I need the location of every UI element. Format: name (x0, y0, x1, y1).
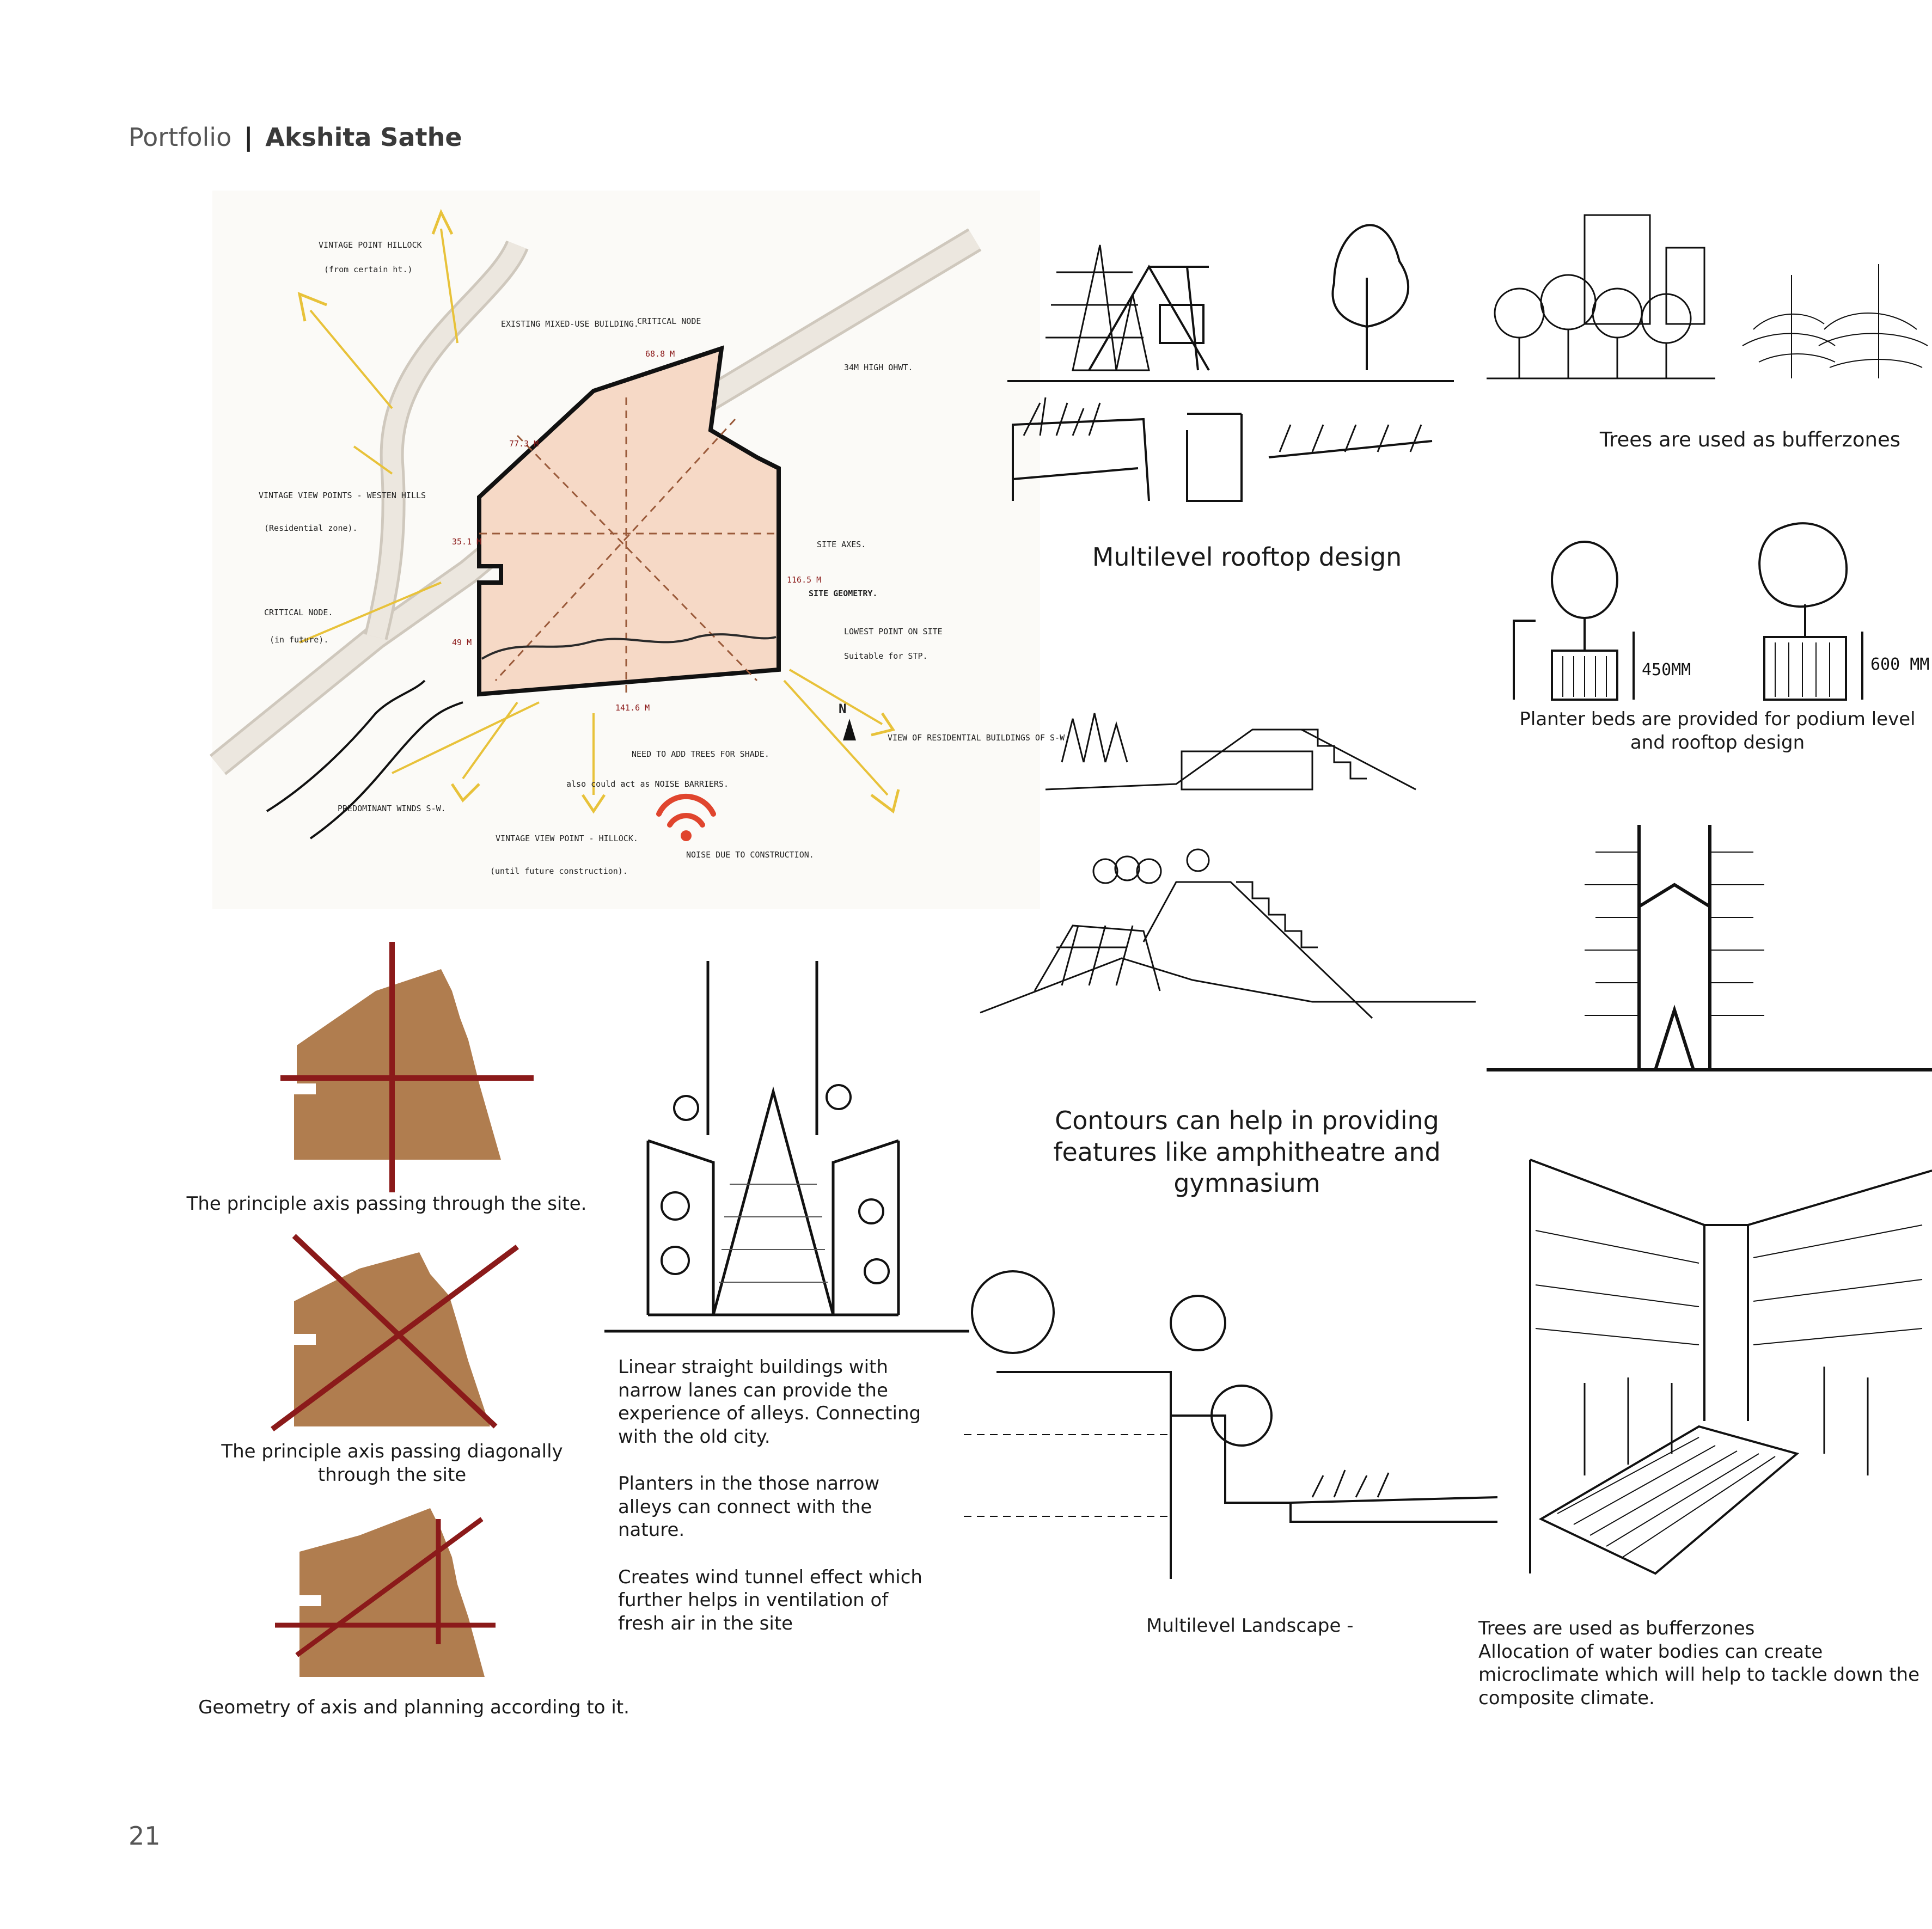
dim-top: 68.8 M (645, 349, 675, 359)
axis-diagram-principle (272, 942, 545, 1192)
caption-planter: Planter beds are provided for podium level and rooftop design (1519, 708, 1916, 754)
header-separator: | (243, 123, 253, 152)
dim-left-upper: 35.1 M (452, 537, 482, 547)
alley-sketch (604, 956, 969, 1337)
caption-water-bodies: Allocation of water bodies can create microclimate which will help to tackle down the composite climate. (1478, 1640, 1920, 1709)
planter-sketch (1492, 495, 1932, 702)
contour-sketch-bottom (980, 838, 1476, 1073)
rooftop-sketch (1007, 196, 1454, 512)
north-label: N (839, 701, 847, 717)
alley-paragraph-1: Linear straight buildings with narrow lanes can provide the experience of alleys. Connecting with the old city. (618, 1356, 921, 1448)
caption-buffer-top: Trees are used as bufferzones (1599, 428, 1901, 451)
dim-bottom: 141.6 M (615, 703, 650, 713)
label-vp-west-sub: (Residential zone). (264, 523, 358, 533)
label-vp-hillock-bottom-sub: (until future construction). (490, 866, 628, 876)
label-view-residential: VIEW OF RESIDENTIAL BUILDINGS OF S-W. (888, 733, 1070, 743)
label-winds: PREDOMINANT WINDS S-W. (338, 804, 446, 813)
caption-landscape: Multilevel Landscape - (1146, 1615, 1354, 1637)
label-critical-node-left: CRITICAL NODE. (264, 608, 333, 617)
caption-buffer-bottom: Trees are used as bufferzones (1478, 1618, 1755, 1639)
label-ohwt: 34M HIGH OHWT. (844, 363, 913, 372)
courtyard-description (1478, 1617, 1932, 1710)
planter-dim-600: 600 MM (1870, 655, 1930, 674)
site-analysis-sketch (212, 191, 1070, 909)
axis-diagram-geometry (267, 1486, 506, 1688)
caption-axis-diagonal: The principle axis passing diagonally through the site (221, 1441, 563, 1486)
label-mixed-use: EXISTING MIXED-USE BUILDING. (501, 319, 639, 329)
label-vp-hillock-bottom: VINTAGE VIEW POINT - HILLOCK. (496, 834, 638, 843)
caption-axis-geometry: Geometry of axis and planning according to it. (198, 1697, 629, 1718)
dim-left-lower: 49 M (452, 638, 472, 647)
alley-paragraph-2: Planters in the those narrow alleys can connect with the nature. (618, 1473, 880, 1541)
alley-paragraph-3: Creates wind tunnel effect which further helps in ventilation of fresh air in the site (618, 1566, 922, 1634)
label-site-geometry: SITE GEOMETRY. (809, 589, 878, 598)
axis-diagram-diagonal (261, 1230, 534, 1437)
label-critical-node-top: CRITICAL NODE (637, 316, 701, 326)
label-critical-node-left-sub: (in future). (270, 635, 329, 645)
buffer-trees-sketch (1487, 199, 1932, 395)
label-trees-shade-sub: also could act as NOISE BARRIERS. (566, 779, 729, 789)
label-lowest-point-sub: Suitable for STP. (844, 651, 928, 661)
page-number: 21 (129, 1821, 161, 1851)
alley-description (618, 1356, 931, 1659)
label-noise: NOISE DUE TO CONSTRUCTION. (686, 850, 814, 860)
contour-sketch-top (1046, 675, 1416, 800)
landscape-sketch (964, 1225, 1497, 1584)
label-lowest-point: LOWEST POINT ON SITE (844, 627, 943, 636)
planter-dim-450: 450MM (1642, 660, 1691, 679)
label-vp-west: VINTAGE VIEW POINTS - WESTEN HILLS (259, 491, 426, 500)
label-vp-hillock-sub: (from certain ht.) (324, 265, 413, 274)
page-header (129, 123, 462, 152)
author-name: Akshita Sathe (265, 123, 462, 152)
caption-rooftop: Multilevel rooftop design (1092, 542, 1402, 572)
dim-right: 116.5 M (787, 575, 822, 585)
caption-contours: Contours can help in providing features like amphitheatre and gymnasium (1053, 1106, 1441, 1198)
tunnel-sketch (1487, 819, 1932, 1086)
portfolio-label: Portfolio (129, 123, 232, 152)
dim-diag: 77.3 M (509, 439, 539, 449)
label-vp-hillock: VINTAGE POINT HILLOCK (319, 240, 422, 250)
caption-axis-principle: The principle axis passing through the site. (186, 1193, 587, 1215)
label-site-axes: SITE AXES. (817, 540, 866, 549)
label-trees-shade: NEED TO ADD TREES FOR SHADE. (632, 749, 769, 759)
courtyard-water-sketch (1519, 1149, 1932, 1579)
